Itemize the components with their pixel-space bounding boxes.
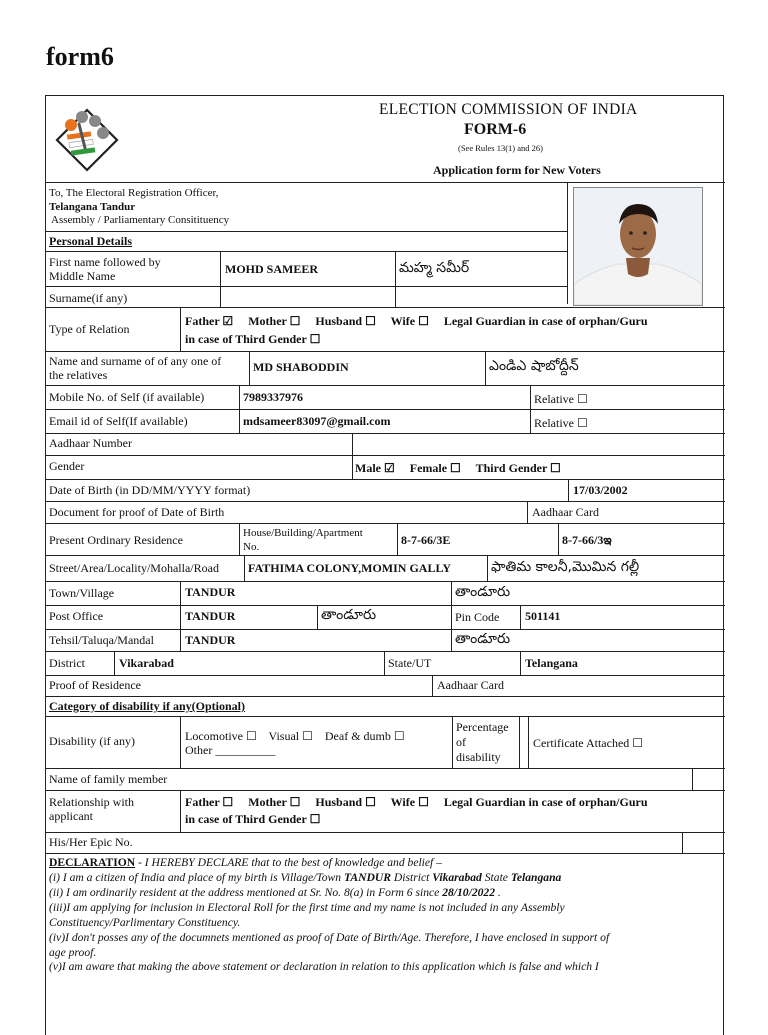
gender-options: Male ☑ Female ☐ Third Gender ☐ <box>355 461 561 475</box>
district-label: District <box>49 656 85 670</box>
org-name: ELECTION COMMISSION OF INDIA <box>379 101 638 118</box>
relation-options: Father ☑ Mother ☐ Husband ☐ Wife ☐ Legal Guardian in case of orphan/Guru <box>185 314 648 328</box>
first-name-label-1: First name followed by <box>49 255 161 269</box>
addressee-line-1: To, The Electoral Registration Officer, <box>49 187 219 199</box>
family-relation-options: Father ☐ Mother ☐ Husband ☐ Wife ☐ Legal Guardian in case of orphan/Guru <box>185 795 648 809</box>
disability-heading: Category of disability if any(Optional) <box>49 699 246 713</box>
dob-doc-label: Document for proof of Date of Birth <box>49 505 225 519</box>
first-name-value: MOHD SAMEER <box>225 262 318 276</box>
declaration-line-3: (iii)I am applying for inclusion in Electoral Roll for the first time and my name is not included in any Assembly <box>49 901 565 914</box>
rules-note: (See Rules 13(1) and 26) <box>458 143 543 153</box>
declaration-intro: - I HEREBY DECLARE that to the best of knowledge and belief – <box>135 856 442 869</box>
dob-doc-value: Aadhaar Card <box>532 505 599 519</box>
disability-options: Locomotive ☐ Visual ☐ Deaf & dumb ☐ <box>185 729 405 743</box>
certificate-attached: Certificate Attached ☐ <box>533 736 644 750</box>
proof-residence-label: Proof of Residence <box>49 678 141 692</box>
declaration-line-5: (iv)I don't posses any of the documnets mentioned as proof of Date of Birth/Age. Therefore, I have enclosed in support of <box>49 931 610 944</box>
street-value: FATHIMA COLONY,MOMIN GALLY <box>248 561 452 575</box>
district-value: Vikarabad <box>119 656 174 670</box>
first-name-telugu: మహ్మ సమీర్ <box>399 260 470 276</box>
tehsil-label: Tehsil/Taluqa/Mandal <box>49 633 154 647</box>
addressee-line-2: Telangana Tandur <box>49 201 136 213</box>
surname-label: Surname(if any) <box>49 291 128 305</box>
relationship-label-2: applicant <box>49 809 93 823</box>
disability-label: Disability (if any) <box>49 734 135 748</box>
first-name-label-2: Middle Name <box>49 269 116 283</box>
percentage-label-2: of <box>456 735 466 749</box>
mobile-value: 7989337976 <box>243 390 303 404</box>
dob-value: 17/03/2002 <box>573 483 628 497</box>
tehsil-value: TANDUR <box>185 633 236 647</box>
relationship-label-1: Relationship with <box>49 795 134 809</box>
post-office-value: TANDUR <box>185 609 236 623</box>
declaration-heading: DECLARATION <box>49 856 136 869</box>
state-label: State/UT <box>388 656 432 670</box>
mobile-relative: Relative ☐ <box>534 392 588 406</box>
house-value: 8-7-66/3E <box>401 533 451 547</box>
town-label: Town/Village <box>49 586 115 600</box>
town-value: TANDUR <box>185 585 236 599</box>
post-office-label: Post Office <box>49 609 104 623</box>
residence-label: Present Ordinary Residence <box>49 533 183 547</box>
dob-label: Date of Birth (in DD/MM/YYYY format) <box>49 483 251 497</box>
declaration-line-6: age proof. <box>49 946 97 959</box>
applicant-photo <box>573 187 703 306</box>
post-office-telugu: తాండూరు <box>321 607 377 623</box>
declaration-line-4: Constituency/Parlimentary Constituency. <box>49 916 241 929</box>
proof-residence-value: Aadhaar Card <box>437 678 504 692</box>
form-name: FORM-6 <box>464 121 527 138</box>
state-value: Telangana <box>525 656 578 670</box>
declaration-line-2: (ii) I am ordinarily resident at the address mentioned at Sr. No. 8(a) in Form 6 since 28/10/2022 . <box>49 886 501 899</box>
personal-details-heading: Personal Details <box>49 234 132 248</box>
form-subtitle: Application form for New Voters <box>433 163 601 177</box>
addressee-line-3: Assembly / Parliamentary Consitituency <box>51 214 230 226</box>
tehsil-telugu: తాండూరు <box>455 631 511 647</box>
epic-label: His/Her Epic No. <box>49 835 133 849</box>
declaration-heading-line <box>49 856 442 871</box>
street-label: Street/Area/Locality/Mohalla/Road <box>49 561 219 575</box>
family-relation-options-2: in case of Third Gender ☐ <box>185 812 321 826</box>
relative-label-2: the relatives <box>49 368 108 382</box>
mobile-label: Mobile No. of Self (if available) <box>49 390 205 404</box>
house-label-1: House/Building/Apartment <box>243 527 363 539</box>
relative-name: MD SHABODDIN <box>253 360 349 374</box>
percentage-label-1: Percentage <box>456 720 509 734</box>
pin-value: 501141 <box>525 609 561 623</box>
disability-other: Other __________ <box>185 743 276 757</box>
gender-label: Gender <box>49 459 85 473</box>
house-label-2: No. <box>243 541 260 553</box>
form-6 <box>45 95 724 1035</box>
declaration-line-7: (v)I am aware that making the above statement or declaration in relation to this application which is false and which I <box>49 960 599 973</box>
family-member-label: Name of family member <box>49 772 168 786</box>
relative-label-1: Name and surname of of any one of <box>49 354 222 368</box>
house-telugu: 8-7-66/3ఇ <box>562 533 612 547</box>
email-value: mdsameer83097@gmail.com <box>243 414 391 428</box>
pin-label: Pin Code <box>455 610 500 624</box>
relation-label: Type of Relation <box>49 322 130 336</box>
relative-name-telugu: ఎండిఎ షాబోద్దీన్ <box>489 358 579 374</box>
page-title: form6 <box>46 42 114 71</box>
relation-options-2: in case of Third Gender ☐ <box>185 332 321 346</box>
town-telugu: తాండూరు <box>455 584 511 600</box>
declaration-line-1: (i) I am a citizen of India and place of my birth is Village/Town TANDUR District Vikarabad State Telangana <box>49 871 562 884</box>
street-telugu: ఫాతిమ కాలనీ,మొమిన గల్లీ <box>491 559 640 575</box>
email-label: Email id of Self(If available) <box>49 414 188 428</box>
aadhaar-label: Aadhaar Number <box>49 436 132 450</box>
percentage-label-3: disability <box>456 750 501 764</box>
eci-logo <box>51 104 123 176</box>
email-relative: Relative ☐ <box>534 416 588 430</box>
